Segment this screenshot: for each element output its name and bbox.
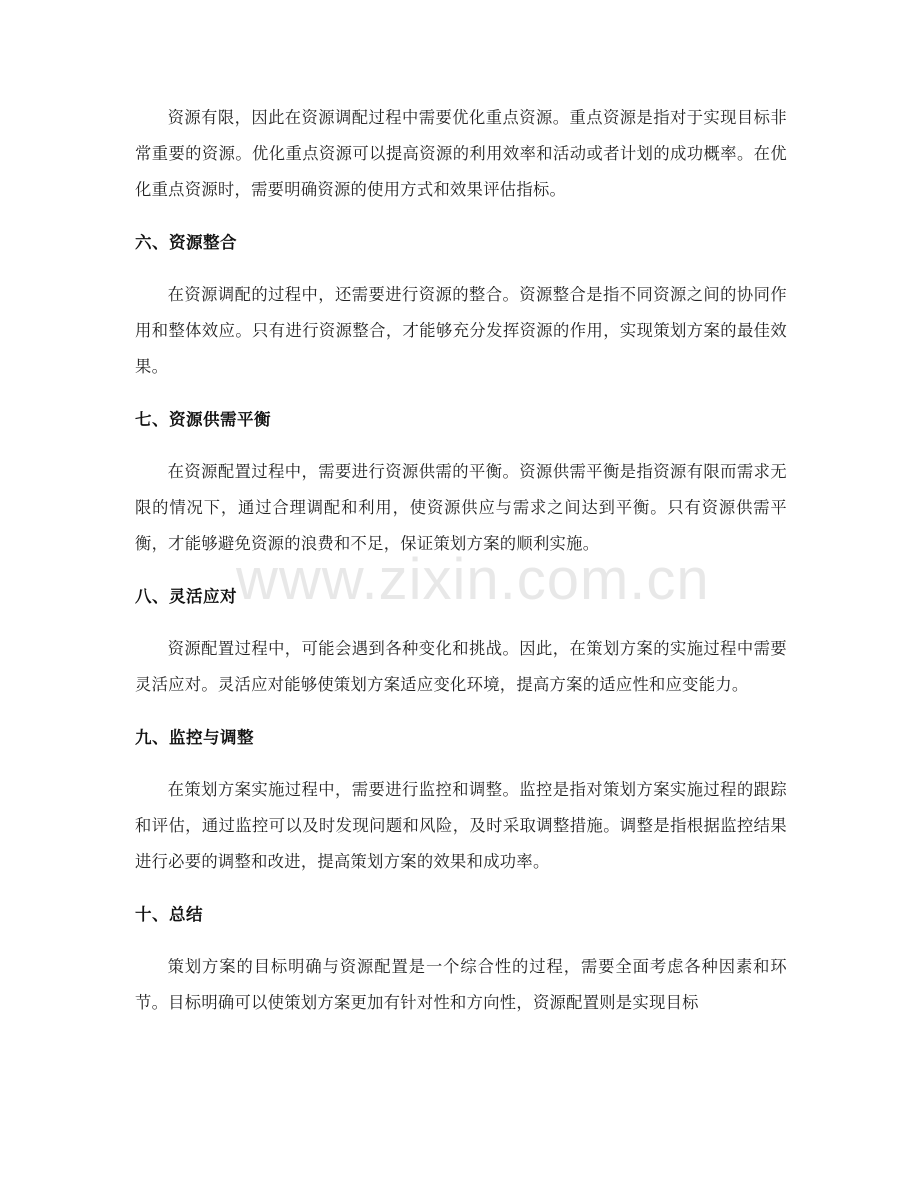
section-heading-7: 七、资源供需平衡 xyxy=(135,410,271,429)
section-body-8: 资源配置过程中，可能会遇到各种变化和挑战。因此，在策划方案的实施过程中需要灵活应对。灵活应对能够使策划方案适应变化环境，提高方案的适应性和应变能力。 xyxy=(135,639,787,694)
section-body-7: 在资源配置过程中，需要进行资源供需的平衡。资源供需平衡是指资源有限而需求无限的情况下，通过合理调配和利用，使资源供应与需求之间达到平衡。只有资源供需平衡，才能够避免资源的浪费和不足，保证策划方案的顺利实施。 xyxy=(135,462,787,553)
spacer xyxy=(135,562,787,579)
spacer xyxy=(135,756,787,772)
section-heading-6: 六、资源整合 xyxy=(135,233,237,252)
watermark-text: www.zixin.com.cn xyxy=(236,547,710,612)
spacer xyxy=(135,703,787,720)
section-body-6: 在资源调配的过程中，还需要进行资源的整合。资源整合是指不同资源之间的协同作用和整体效应。只有进行资源整合，才能够充分发挥资源的作用，实现策划方案的最佳效果。 xyxy=(135,285,787,376)
spacer xyxy=(135,880,787,897)
spacer xyxy=(135,438,787,454)
spacer xyxy=(135,933,787,949)
section-heading-8: 八、灵活应对 xyxy=(135,587,237,606)
section-heading-9: 九、监控与调整 xyxy=(135,728,254,747)
spacer xyxy=(135,385,787,402)
section-body-9: 在策划方案实施过程中，需要进行监控和调整。监控是指对策划方案实施过程的跟踪和评估，通过监控可以及时发现问题和风险，及时采取调整措施。调整是指根据监控结果进行必要的调整和改进，提高策划方案的效果和成功率。 xyxy=(135,780,787,871)
spacer xyxy=(135,208,787,225)
section-heading-10: 十、总结 xyxy=(135,905,203,924)
paragraph-intro: 资源有限，因此在资源调配过程中需要优化重点资源。重点资源是指对于实现目标非常重要的资源。优化重点资源可以提高资源的利用效率和活动或者计划的成功概率。在优化重点资源时，需要明确资源的使用方式和效果评估指标。 xyxy=(135,108,787,199)
document-body xyxy=(135,100,787,1021)
spacer xyxy=(135,261,787,277)
section-body-10: 策划方案的目标明确与资源配置是一个综合性的过程，需要全面考虑各种因素和环节。目标明确可以使策划方案更加有针对性和方向性，资源配置则是实现目标 xyxy=(135,957,787,1012)
spacer xyxy=(135,615,787,631)
